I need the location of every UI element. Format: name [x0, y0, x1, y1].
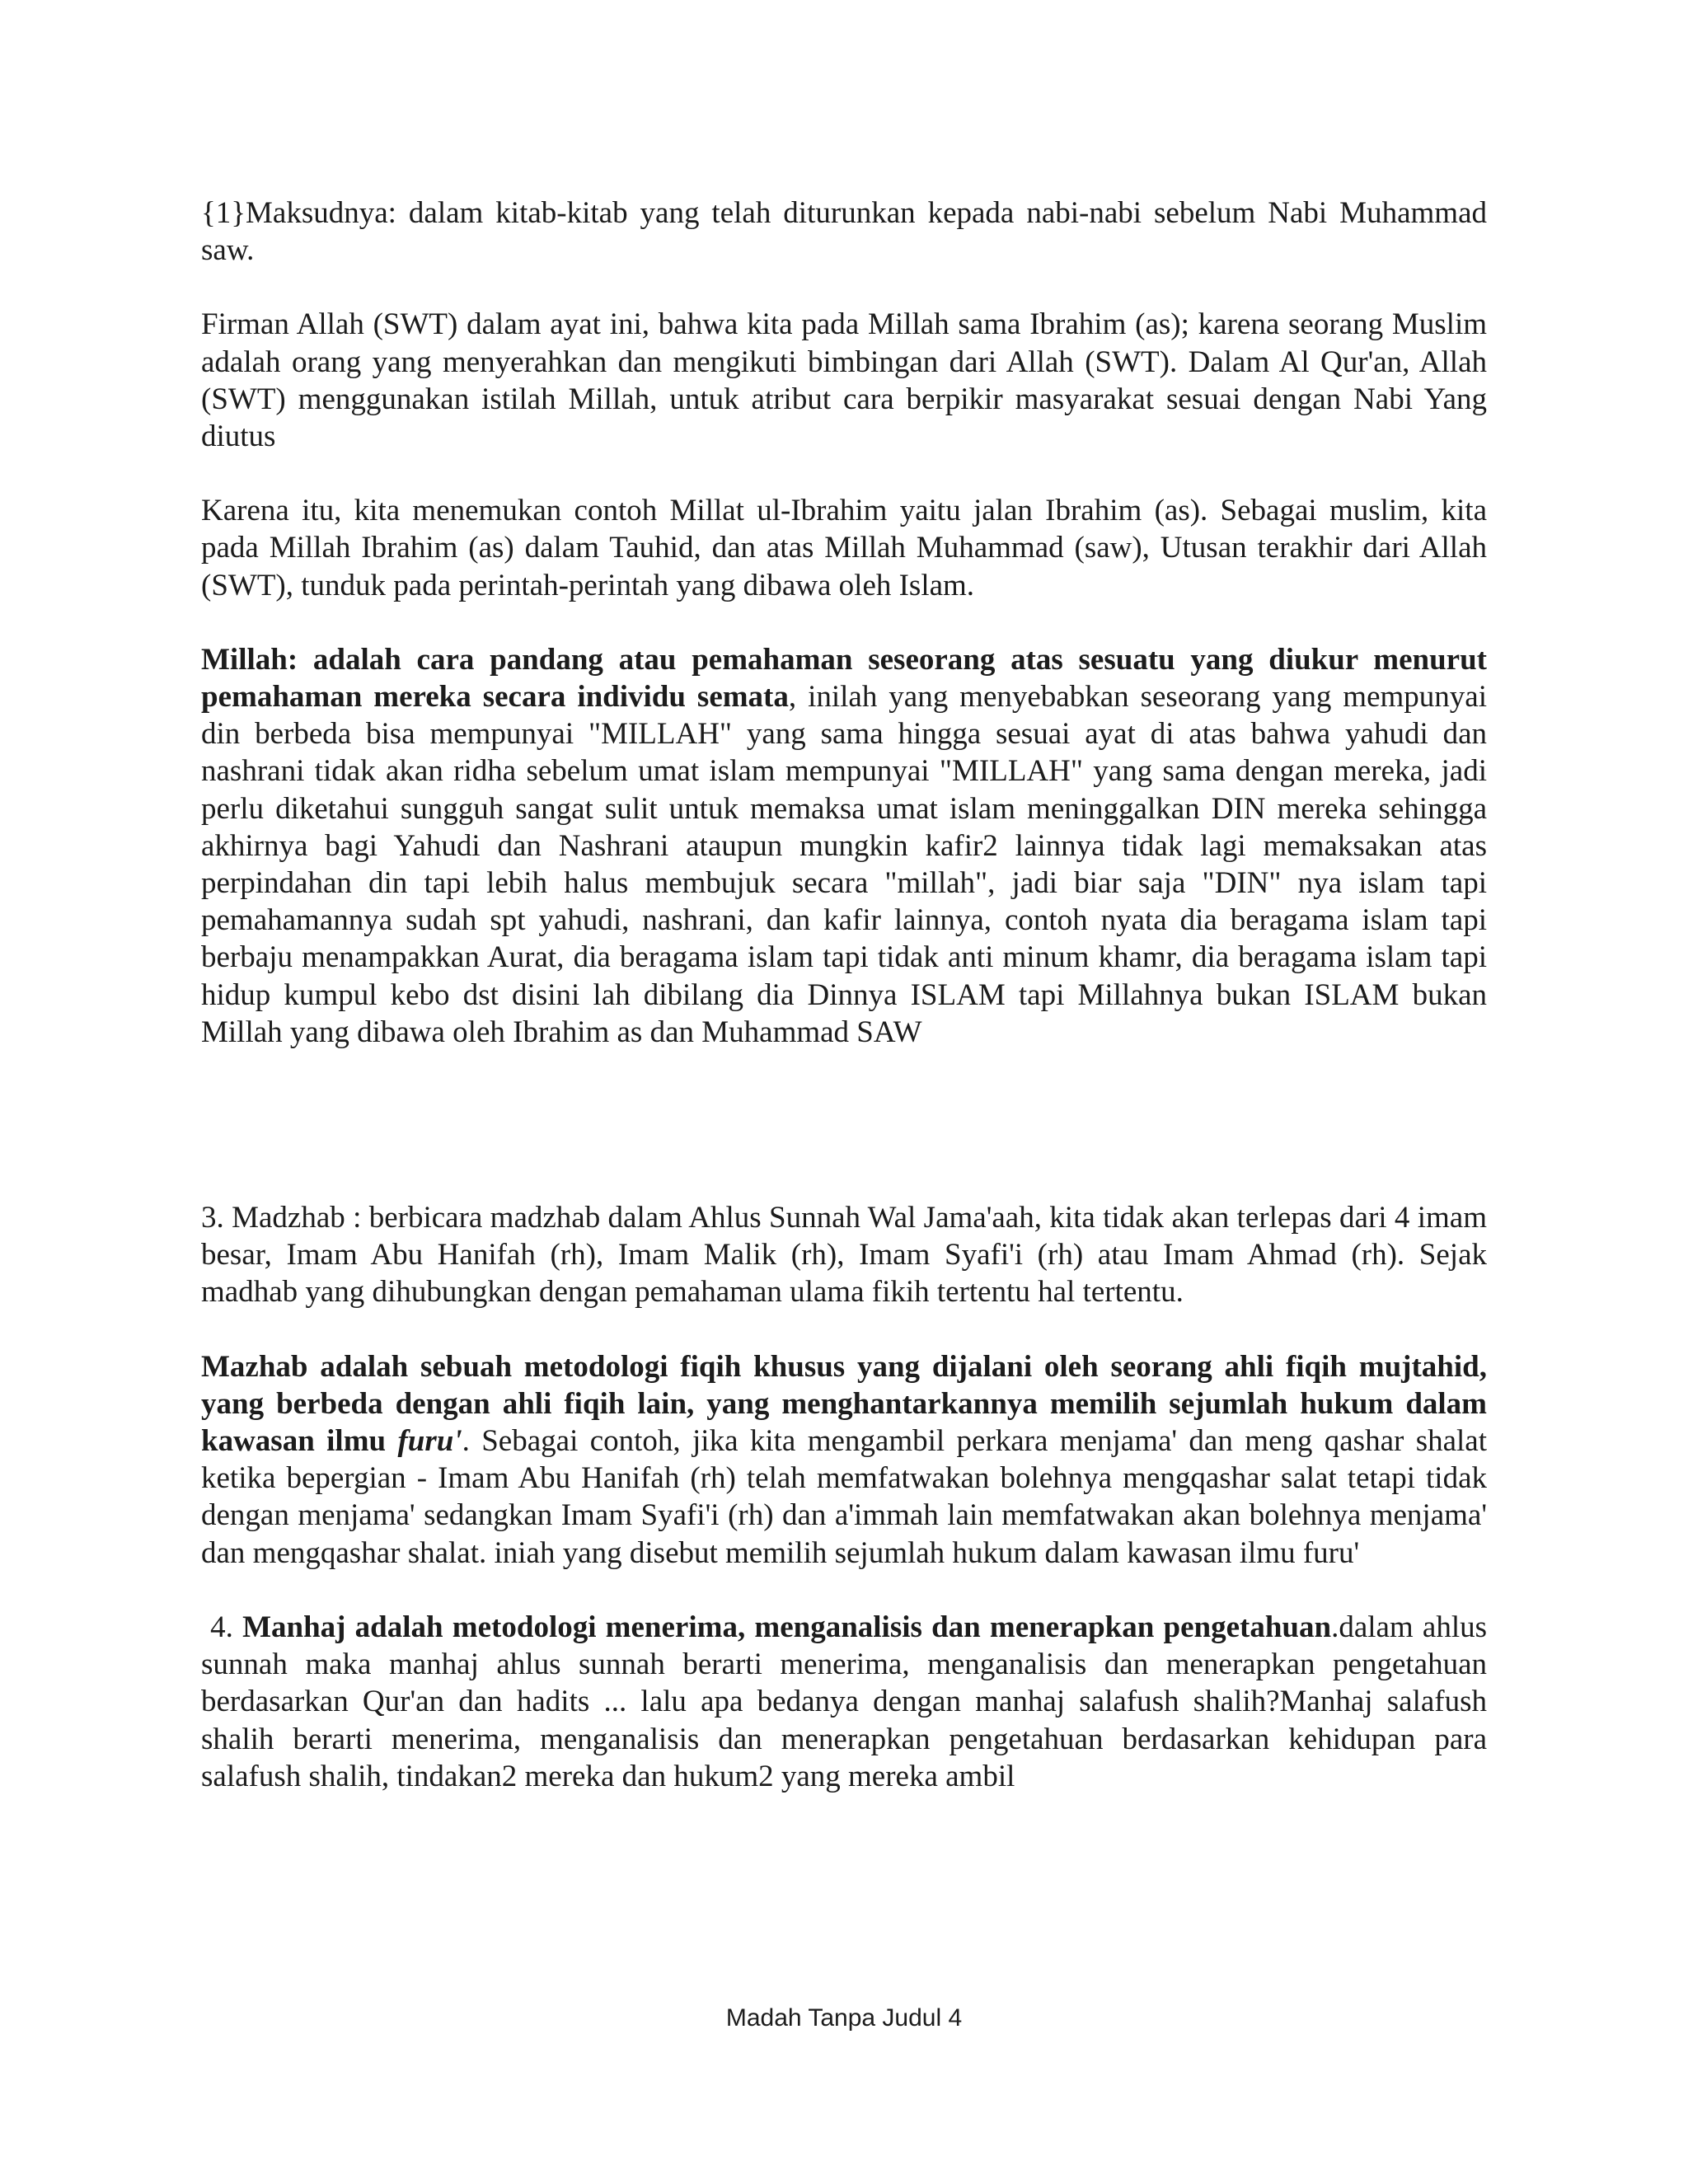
millah-definition-bold: Millah: adalah cara pandang atau pemahaman seseorang atas sesuatu yang diukur menurut pemahaman mereka secara individu semata [201, 642, 1487, 715]
manhaj-number: 4. [201, 1610, 243, 1644]
paragraph-manhaj [201, 1609, 1487, 1795]
paragraph-firman-allah: Firman Allah (SWT) dalam ayat ini, bahwa kita pada Millah sama Ibrahim (as); karena seorang Muslim adalah orang yang menyerahkan dan mengikuti bimbingan dari Allah (SWT). Dalam Al Qur'an, Allah (SWT) menggunakan istilah Millah, untuk atribut cara berpikir masyarakat sesuai dengan Nabi Yang diutus [201, 307, 1487, 454]
document-body [201, 194, 1487, 1795]
mazhab-definition-bold: Mazhab adalah sebuah metodologi fiqih khusus yang dijalani oleh seorang ahli fiqih mujtahid, yang berbeda dengan ahli fiqih lain, yang menghantarkannya memilih sejumlah hukum dalam kawasan ilmu [201, 1349, 1487, 1459]
paragraph-madzhab: 3. Madzhab : berbicara madzhab dalam Ahlus Sunnah Wal Jama'aah, kita tidak akan terlepas dari 4 imam besar, Imam Abu Hanifah (rh), Imam Malik (rh), Imam Syafi'i (rh) atau Imam Ahmad (rh). Sejak madhab yang dihubungkan dengan pemahaman ulama fikih tertentu hal tertentu. [201, 1201, 1487, 1310]
paragraph-mazhab-definition [201, 1348, 1487, 1572]
page-footer: Madah Tanpa Judul 4 [725, 2004, 963, 2032]
paragraph-millat-ibrahim: Karena itu, kita menemukan contoh Millat ul-Ibrahim yaitu jalan Ibrahim (as). Sebagai muslim, kita pada Millah Ibrahim (as) dalam Tauhid, dan atas Millah Muhammad (saw), Utusan terakhir dari Allah (SWT), tunduk pada perintah-perintah yang dibawa oleh Islam. [201, 494, 1487, 602]
manhaj-definition-bold: Manhaj adalah metodologi menerima, menganalisis dan menerapkan pengetahuan [242, 1610, 1332, 1644]
furu-term: furu' [397, 1424, 462, 1459]
millah-definition-text: , inilah yang menyebabkan seseorang yang mempunyai din berbeda bisa mempunyai "MILLAH" yang sama hingga sesuai ayat di atas bahwa yahudi dan nashrani tidak akan ridha sebelum umat islam mempunyai "MILLAH" yang sama dengan mereka, jadi perlu diketahui sungguh sangat sulit untuk memaksa umat islam meninggalkan DIN mereka sehingga akhirnya bagi Yahudi dan Nashrani ataupun mungkin kafir2 lainnya tidak lagi memaksakan atas perpindahan din tapi lebih halus membujuk secara "millah", jadi biar saja "DIN" nya islam tapi pemahamannya sudah spt yahudi, nashrani, dan kafir lainnya, contoh nyata dia beragama islam tapi berbaju menampakkan Aurat, dia beragama islam tapi tidak anti minum khamr, dia beragama islam tapi hidup kumpul kebo dst disini lah dibilang dia Dinnya ISLAM tapi Millahnya bukan ISLAM bukan Millah yang dibawa oleh Ibrahim as dan Muhammad SAW [201, 680, 1487, 1049]
manhaj-definition-text: .dalam ahlus sunnah maka manhaj ahlus sunnah berarti menerima, menganalisis dan menerapkan pengetahuan berdasarkan Qur'an dan hadits ... lalu apa bedanya dengan manhaj salafush shalih?Manhaj salafush shalih berarti menerima, menganalisis dan menerapkan pengetahuan berdasarkan kehidupan para salafush shalih, tindakan2 mereka dan hukum2 yang mereka ambil [201, 1610, 1487, 1793]
footnote-paragraph: {1}Maksudnya: dalam kitab-kitab yang telah diturunkan kepada nabi-nabi sebelum Nabi Muhammad saw. [201, 196, 1487, 268]
paragraph-millah-definition [201, 641, 1487, 1051]
mazhab-definition-text: . Sebagai contoh, jika kita mengambil perkara menjama' dan meng qashar shalat ketika bepergian - Imam Abu Hanifah (rh) telah memfatwakan bolehnya mengqashar salat tetapi tidak dengan menjama' sedangkan Imam Syafi'i (rh) dan a'immah lain memfatwakan akan bolehnya menjama' dan mengqashar shalat. iniah yang disebut memilih sejumlah hukum dalam kawasan ilmu furu' [201, 1424, 1487, 1570]
